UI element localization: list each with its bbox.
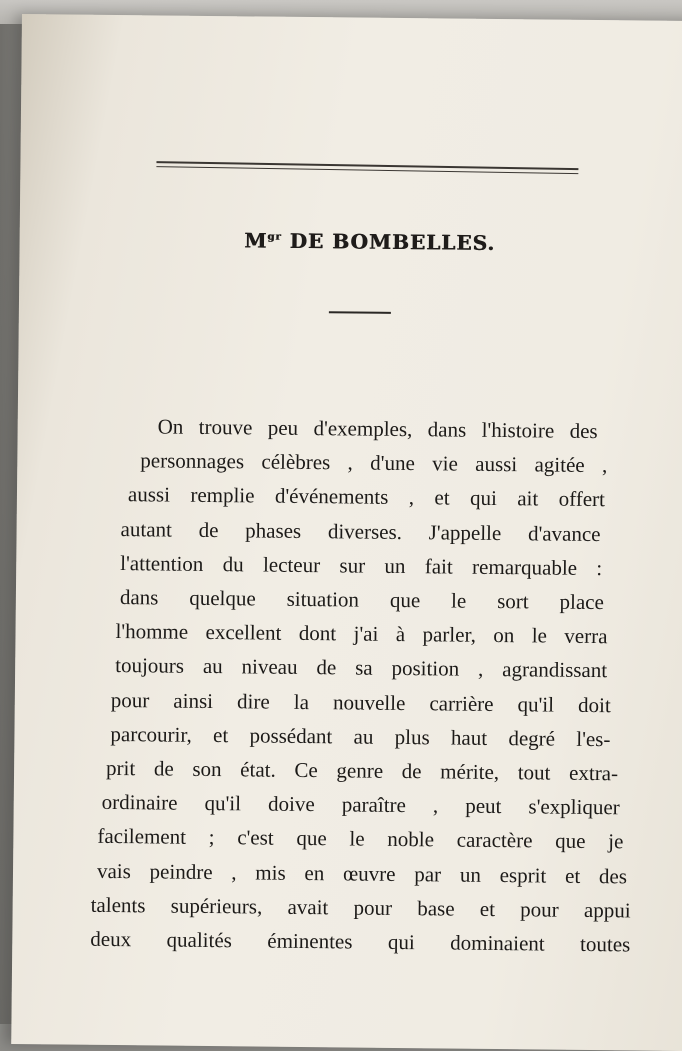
text-line: aussi remplie d'événements , et qui ait offert <box>127 482 606 512</box>
text-line: vais peindre , mis en œuvre par un esprit et des <box>96 858 628 889</box>
text-line: facilement ; c'est que le noble caractère que je <box>97 824 624 854</box>
top-double-rule <box>156 161 578 174</box>
text-line: pour ainsi dire la nouvelle carrière qu'il doit <box>110 687 611 717</box>
text-line: parcourir, et possédant au plus haut degré l'es- <box>110 721 611 752</box>
body-text <box>90 409 636 962</box>
book-page <box>11 14 682 1051</box>
text-line: dans quelque situation que le sort place <box>119 585 604 615</box>
text-line: deux qualités éminentes qui dominaient toutes <box>90 926 631 957</box>
text-line: prit de son état. Ce genre de mérite, tout extra- <box>105 755 619 786</box>
text-line: ordinaire qu'il doive paraître , peut s'expliquer <box>101 790 620 820</box>
text-line: personnages célèbres , d'une vie aussi agitée , <box>140 448 608 478</box>
heading-name: DE BOMBELLES. <box>281 228 496 255</box>
text-line: talents supérieurs, avait pour base et pour appui <box>90 892 631 923</box>
text-line: l'homme excellent dont j'ai à parler, on le verra <box>115 619 608 649</box>
text-line: autant de phases diverses. J'appelle d'avance <box>120 516 601 546</box>
chapter-heading <box>220 228 520 255</box>
text-line: l'attention du lecteur sur un fait remarquable : <box>120 550 603 580</box>
text-line: toujours au niveau de sa position , agrandissant <box>115 653 608 683</box>
heading-prefix: M <box>244 228 268 253</box>
text-line: On trouve peu d'exemples, dans l'histoire des <box>157 414 598 444</box>
heading-underline-rule <box>329 311 391 314</box>
heading-prefix-sup: gr <box>267 231 282 243</box>
